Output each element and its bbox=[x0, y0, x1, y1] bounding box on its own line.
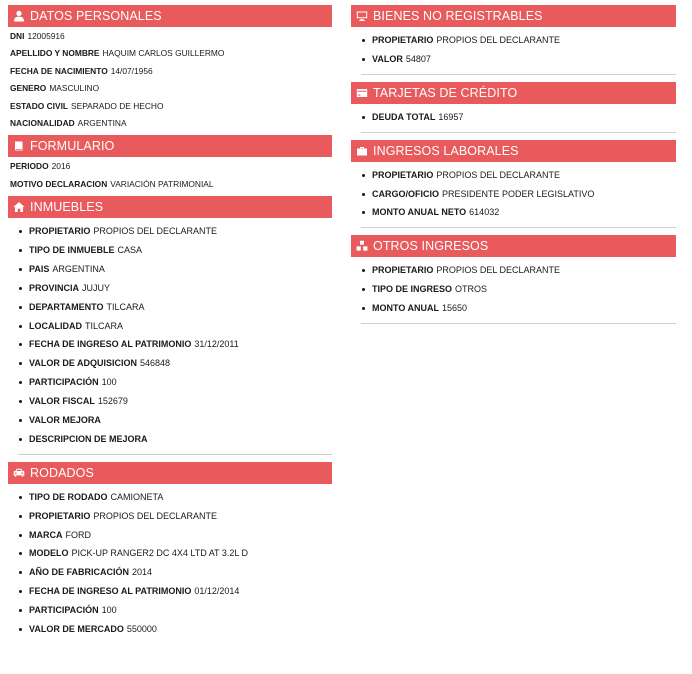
field-row bbox=[10, 66, 332, 83]
field-value: CAMIONETA bbox=[110, 491, 164, 502]
field-label: PROPIETARIO bbox=[372, 169, 434, 180]
list-item bbox=[18, 358, 332, 377]
field-value: 12005916 bbox=[27, 31, 65, 41]
field-value: FORD bbox=[65, 529, 91, 540]
cubes-icon bbox=[355, 239, 369, 253]
briefcase-icon bbox=[355, 144, 369, 158]
otros-ingresos-list bbox=[351, 257, 676, 322]
field-label: VALOR FISCAL bbox=[29, 396, 95, 407]
field-label: PERIODO bbox=[10, 161, 49, 172]
field-value: JUJUY bbox=[82, 282, 111, 293]
field-label: MONTO ANUAL bbox=[372, 303, 439, 314]
section-title: BIENES NO REGISTRABLES bbox=[373, 9, 543, 23]
divider bbox=[361, 323, 676, 324]
section-inmuebles bbox=[8, 196, 332, 455]
list-item bbox=[361, 170, 676, 189]
field-value: 31/12/2011 bbox=[194, 339, 239, 350]
list-item bbox=[361, 207, 676, 226]
field-value: PICK-UP RANGER2 DC 4X4 LTD AT 3.2L D bbox=[71, 548, 249, 559]
car-icon bbox=[12, 466, 26, 480]
field-value: 614032 bbox=[469, 207, 500, 218]
list-item bbox=[18, 530, 332, 549]
divider bbox=[18, 454, 332, 455]
list-item bbox=[361, 284, 676, 303]
section-bienes-no-registrables bbox=[351, 5, 676, 75]
field-label: TIPO DE RODADO bbox=[29, 491, 108, 502]
field-label: LOCALIDAD bbox=[29, 320, 82, 331]
list-item bbox=[18, 264, 332, 283]
list-item bbox=[18, 548, 332, 567]
field-label: DEPARTAMENTO bbox=[29, 301, 104, 312]
field-label: FECHA DE INGRESO AL PATRIMONIO bbox=[29, 586, 192, 597]
field-value: MASCULINO bbox=[49, 83, 100, 94]
list-item bbox=[18, 567, 332, 586]
field-value: 546848 bbox=[140, 358, 171, 369]
section-otros-ingresos bbox=[351, 235, 676, 324]
list-item bbox=[18, 624, 332, 643]
field-label: MODELO bbox=[29, 548, 69, 559]
list-item bbox=[361, 35, 676, 54]
field-value: 2014 bbox=[132, 567, 153, 578]
list-item bbox=[18, 586, 332, 605]
field-value: VARIACIÓN PATRIMONIAL bbox=[110, 178, 214, 189]
field-label: FECHA DE INGRESO AL PATRIMONIO bbox=[29, 339, 192, 350]
field-value: 01/12/2014 bbox=[194, 586, 240, 597]
field-value: 550000 bbox=[126, 624, 157, 635]
list-item bbox=[18, 396, 332, 415]
monitor-icon bbox=[355, 9, 369, 23]
field-label: MONTO ANUAL NETO bbox=[372, 207, 467, 218]
rodados-list bbox=[8, 484, 332, 643]
field-row bbox=[10, 83, 332, 100]
field-value: PROPIOS DEL DECLARANTE bbox=[93, 226, 218, 237]
list-item bbox=[18, 339, 332, 358]
field-value: TILCARA bbox=[85, 320, 124, 331]
divider bbox=[361, 132, 676, 133]
credit-card-icon bbox=[355, 86, 369, 100]
field-value: HAQUIM CARLOS GUILLERMO bbox=[102, 48, 225, 59]
bienes-no-registrables-list bbox=[351, 27, 676, 73]
field-label: PARTICIPACIÓN bbox=[29, 605, 99, 616]
field-label: VALOR DE MERCADO bbox=[29, 624, 124, 635]
field-value: CASA bbox=[117, 245, 143, 256]
field-value: 14/07/1956 bbox=[110, 65, 153, 76]
field-label: VALOR bbox=[372, 53, 403, 64]
field-label: PARTICIPACIÓN bbox=[29, 377, 99, 388]
field-row bbox=[10, 161, 332, 178]
field-label: MOTIVO DECLARACION bbox=[10, 178, 108, 189]
list-item bbox=[361, 303, 676, 322]
list-item bbox=[18, 245, 332, 264]
section-title: FORMULARIO bbox=[30, 139, 115, 154]
field-label: ESTADO CIVIL bbox=[10, 100, 69, 111]
section-header-rodados bbox=[8, 462, 332, 484]
list-item bbox=[18, 226, 332, 245]
list-item bbox=[361, 189, 676, 208]
section-datos-personales bbox=[8, 5, 332, 135]
list-item bbox=[18, 605, 332, 624]
field-row bbox=[10, 101, 332, 118]
section-tarjetas-de-credito bbox=[351, 82, 676, 133]
datos-personales-list bbox=[8, 27, 332, 135]
field-label: TIPO DE INGRESO bbox=[372, 284, 453, 295]
field-value: ARGENTINA bbox=[52, 263, 105, 274]
field-value: 100 bbox=[101, 377, 117, 388]
field-value: PROPIOS DEL DECLARANTE bbox=[436, 265, 561, 276]
field-value: 2016 bbox=[51, 161, 71, 172]
field-row bbox=[10, 48, 332, 65]
field-value: PROPIOS DEL DECLARANTE bbox=[436, 169, 561, 180]
section-title: TARJETAS DE CRÉDITO bbox=[373, 85, 518, 100]
list-item bbox=[18, 377, 332, 396]
section-ingresos-laborales bbox=[351, 140, 676, 229]
field-value: PROPIOS DEL DECLARANTE bbox=[436, 35, 561, 45]
field-value: PRESIDENTE PODER LEGISLATIVO bbox=[442, 188, 595, 199]
field-label: PROPIETARIO bbox=[372, 265, 434, 276]
list-item bbox=[18, 511, 332, 530]
list-item bbox=[18, 434, 332, 453]
field-label: PROPIETARIO bbox=[29, 510, 91, 521]
section-title: DATOS PERSONALES bbox=[30, 9, 162, 23]
field-label: AÑO DE FABRICACIÓN bbox=[29, 567, 130, 578]
field-label: PAIS bbox=[29, 263, 50, 274]
list-item bbox=[18, 415, 332, 434]
section-header-inmuebles bbox=[8, 196, 332, 218]
field-label: PROPIETARIO bbox=[29, 226, 91, 237]
field-value: PROPIOS DEL DECLARANTE bbox=[93, 510, 218, 521]
section-header-otros-ingresos bbox=[351, 235, 676, 257]
field-label: FECHA DE NACIMIENTO bbox=[10, 65, 108, 76]
field-row bbox=[10, 179, 332, 196]
field-label: DESCRIPCION DE MEJORA bbox=[29, 433, 148, 444]
field-row bbox=[10, 118, 332, 135]
home-icon bbox=[12, 200, 26, 214]
field-label: NACIONALIDAD bbox=[10, 117, 75, 128]
tarjetas-de-credito-list bbox=[351, 104, 676, 131]
section-rodados bbox=[8, 462, 332, 643]
list-item bbox=[361, 54, 676, 73]
field-value: ARGENTINA bbox=[77, 117, 127, 128]
section-title: RODADOS bbox=[30, 465, 94, 480]
field-value: TILCARA bbox=[106, 301, 145, 312]
field-label: DNI bbox=[10, 31, 25, 41]
section-header-ingresos-laborales bbox=[351, 140, 676, 162]
section-header-datos-personales bbox=[8, 5, 332, 27]
section-title: INGRESOS LABORALES bbox=[373, 143, 519, 158]
section-header-tarjetas-de-credito bbox=[351, 82, 676, 104]
field-value: 152679 bbox=[97, 396, 128, 407]
list-item bbox=[361, 112, 676, 131]
left-column bbox=[8, 5, 332, 643]
field-label: MARCA bbox=[29, 529, 63, 540]
section-title: OTROS INGRESOS bbox=[373, 239, 489, 254]
list-item bbox=[18, 283, 332, 302]
field-value: SEPARADO DE HECHO bbox=[71, 100, 164, 111]
field-label: CARGO/OFICIO bbox=[372, 188, 439, 199]
book-icon bbox=[12, 139, 26, 153]
field-value: 54807 bbox=[405, 53, 431, 64]
list-item bbox=[18, 492, 332, 511]
field-value: 15650 bbox=[442, 303, 468, 314]
field-label: TIPO DE INMUEBLE bbox=[29, 245, 115, 256]
user-icon bbox=[12, 9, 26, 23]
inmuebles-list bbox=[8, 218, 332, 453]
field-label: VALOR DE ADQUISICION bbox=[29, 358, 138, 369]
section-title: INMUEBLES bbox=[30, 200, 104, 215]
right-column bbox=[351, 5, 676, 331]
list-item bbox=[18, 302, 332, 321]
divider bbox=[361, 74, 676, 75]
field-value: 100 bbox=[101, 605, 117, 616]
field-label: VALOR MEJORA bbox=[29, 415, 101, 426]
field-value: OTROS bbox=[455, 284, 488, 295]
field-label: APELLIDO Y NOMBRE bbox=[10, 48, 100, 59]
section-header-bienes-no-registrables bbox=[351, 5, 676, 27]
ingresos-laborales-list bbox=[351, 162, 676, 227]
formulario-list bbox=[8, 157, 332, 196]
section-formulario bbox=[8, 135, 332, 196]
field-value: 16957 bbox=[438, 111, 464, 122]
divider bbox=[361, 227, 676, 228]
field-label: PROPIETARIO bbox=[372, 35, 434, 45]
field-label: DEUDA TOTAL bbox=[372, 111, 436, 122]
section-header-formulario bbox=[8, 135, 332, 157]
list-item bbox=[18, 321, 332, 340]
field-row bbox=[10, 31, 332, 48]
list-item bbox=[361, 265, 676, 284]
field-label: PROVINCIA bbox=[29, 282, 80, 293]
field-label: GENERO bbox=[10, 83, 47, 94]
